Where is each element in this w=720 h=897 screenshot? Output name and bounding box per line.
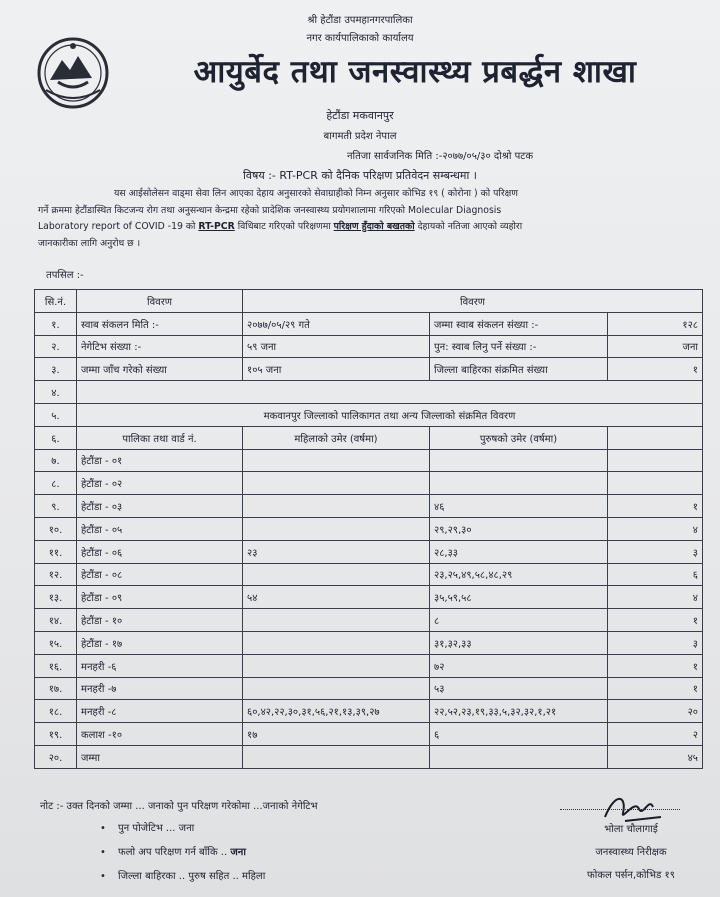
cell-label: स्वाब संकलन मिति :-: [77, 312, 243, 335]
cell-ward: हेटौंडा - ०२: [77, 472, 243, 495]
cell-total: ४५: [608, 745, 703, 768]
cell-value: २०७७/०५/२९ गते: [243, 312, 430, 335]
body-emphasis: RT-PCR: [198, 221, 235, 232]
cell-male-ages: ७२: [430, 654, 608, 677]
cell-male-ages: २२,५२,२३,१९,३३,५,३२,३२,१,२१: [430, 700, 608, 723]
cell-ward: मनहरी -७: [77, 677, 243, 700]
table-row: [35, 358, 703, 381]
cell-female-ages: [243, 677, 430, 700]
cell-sn: १६.: [35, 654, 77, 677]
cell-label: जम्मा जाँच गरेको संख्या: [77, 358, 243, 381]
ward-rows: [35, 449, 703, 768]
cell-ward: हेटौंडा - ०५: [77, 517, 243, 540]
cell-sn: २०.: [35, 745, 77, 768]
cell-total: १: [608, 654, 703, 677]
bullet-icon: •: [100, 847, 106, 858]
cell-ward: मनहरी -६: [77, 654, 243, 677]
cell-total: [608, 449, 703, 472]
cell-sn: ४.: [35, 381, 77, 404]
table-row: [35, 609, 703, 632]
table-row: [35, 700, 703, 723]
bullet-item: [100, 866, 265, 890]
cell-female-ages: ५४: [243, 586, 430, 609]
table-row: [35, 745, 703, 768]
cell-male-ages: [430, 449, 608, 472]
bullet-icon: •: [100, 823, 106, 834]
cell-sn: ६.: [35, 426, 77, 449]
cell-empty: [77, 381, 703, 404]
cell-sn: ३.: [35, 358, 77, 381]
table-row: [35, 472, 703, 495]
signature-line: [560, 809, 680, 810]
cell-value: १०५ जना: [243, 358, 430, 381]
cell-label: पुन: स्वाब लिनु पर्ने संख्या :-: [430, 335, 608, 358]
cell-sn: १९.: [35, 723, 77, 746]
cell-value: जना: [608, 335, 703, 358]
cell-ward: हेटौंडा - ०६: [77, 540, 243, 563]
cell-female-ages: [243, 654, 430, 677]
annex-label: तपसिल :-: [46, 270, 84, 281]
cell-ward: हेटौंडा - ०८: [77, 563, 243, 586]
body-text: देहायको नतिजा आएको व्यहोरा: [414, 221, 523, 232]
cell-ward: हेटौंडा - ०१: [77, 449, 243, 472]
cell-male-ages: ३५,५९,५८: [430, 586, 608, 609]
note-bullets: [100, 818, 265, 890]
bullet-icon: •: [100, 871, 106, 882]
cell-total: [608, 472, 703, 495]
cell-sn: १२.: [35, 563, 77, 586]
cell-ward: हेटौंडा - १७: [77, 631, 243, 654]
bullet-text: जिल्ला बाहिरका .. पुरुष सहित .. महिला: [118, 871, 266, 882]
cell-sn: १७.: [35, 677, 77, 700]
header-total: [608, 426, 703, 449]
cell-sn: १३.: [35, 586, 77, 609]
cell-ward: कलाश -१०: [77, 723, 243, 746]
cell-male-ages: २८,३३: [430, 540, 608, 563]
province-line: बागमती प्रदेश नेपाल: [323, 131, 397, 142]
office-line-1: श्री हेटौंडा उपमहानगरपालिका: [307, 15, 413, 26]
cell-label: जम्मा स्वाब संकलन संख्या :-: [430, 312, 608, 335]
body-text: Laboratory report of COVID -19 को: [38, 221, 199, 232]
cell-sn: १४.: [35, 609, 77, 632]
body-text: विधिबाट गरिएको परिक्षणमा: [234, 221, 334, 232]
bullet-text: फलो अप परिक्षण गर्न बाँकि ..: [118, 847, 228, 858]
body-line-3: [38, 219, 710, 236]
bullet-text: पुन पोजेटिभ ... जना: [118, 823, 195, 834]
table-row: [35, 563, 703, 586]
table-row: [35, 335, 703, 358]
table-row: [35, 631, 703, 654]
signer-title: जनस्वास्थ्य निरीक्षक: [595, 847, 667, 858]
body-emphasis: परिक्षण हुँदाको बखतको: [333, 221, 415, 232]
cell-female-ages: ६०,४२,२२,३०,३१,५६,२१,१३,३९,२७: [243, 700, 430, 723]
cell-sn: ५.: [35, 403, 77, 426]
cell-total: २०: [608, 700, 703, 723]
note-line: नोट :- उक्त दिनको जम्मा ... जनाको पुन परिक्षण गरेकोमा ...जनाको नेगेटिभ: [40, 801, 318, 812]
cell-value: १: [608, 358, 703, 381]
government-emblem-icon: [36, 36, 110, 110]
cell-sn: ७.: [35, 449, 77, 472]
cell-total: ३: [608, 631, 703, 654]
body-line-1: यस आईसोलेसन वाड्मा सेवा लिन आएका देहाय अनुसारको सेवाग्राहीको निम्न अनुसार कोभिड १९ ( कोरोना ) को परिक्षण: [114, 188, 519, 199]
body-line-2: गर्ने क्रममा हेटौंडास्थित किटजन्य रोग तथा अनुसन्धान केन्द्रमा रहेको प्रादेशिक जनस्वास्थ्य प्रयोगशालामा गरिएको Molecular Diagnosis: [38, 204, 502, 216]
cell-female-ages: [243, 517, 430, 540]
cell-male-ages: ६: [430, 723, 608, 746]
cell-male-ages: [430, 745, 608, 768]
page-title: आयुर्बेद तथा जनस्वास्थ्य प्रबर्द्धन शाखा: [193, 54, 637, 90]
subject-line: विषय :- RT-PCR को दैनिक परिक्षण प्रतिवेदन सम्बन्धमा ।: [243, 169, 477, 182]
cell-ward: हेटौंडा - ०९: [77, 586, 243, 609]
cell-ward: जम्मा: [77, 745, 243, 768]
results-table: [34, 289, 703, 769]
cell-female-ages: [243, 449, 430, 472]
cell-sn: ११.: [35, 540, 77, 563]
header-female-age: महिलाको उमेर (वर्षमा): [243, 426, 430, 449]
section-title-row: [35, 403, 703, 426]
cell-female-ages: [243, 631, 430, 654]
cell-ward: हेटौंडा - ०३: [77, 495, 243, 518]
cell-male-ages: [430, 472, 608, 495]
cell-sn: १८.: [35, 700, 77, 723]
cell-sn: १.: [35, 312, 77, 335]
cell-sn: १०.: [35, 517, 77, 540]
cell-female-ages: [243, 609, 430, 632]
office-line-2: नगर कार्यपालिकाको कार्यालय: [306, 33, 414, 44]
table-row: [35, 723, 703, 746]
table-row: [35, 654, 703, 677]
bullet-text-bold: जना: [230, 847, 246, 858]
table-row: [35, 312, 703, 335]
cell-female-ages: २३: [243, 540, 430, 563]
cell-total: ३: [608, 540, 703, 563]
cell-female-ages: [243, 745, 430, 768]
cell-sn: ८.: [35, 472, 77, 495]
cell-male-ages: ३१,३२,३३: [430, 631, 608, 654]
body-paragraph: [38, 186, 710, 252]
bullet-item: [100, 842, 265, 866]
table-row: [35, 381, 703, 404]
signer-name: भोला चौलागाई: [604, 824, 658, 835]
header-male-age: पुरुषको उमेर (वर्षमा): [430, 426, 608, 449]
cell-value: ५९ जना: [243, 335, 430, 358]
table-row: [35, 517, 703, 540]
signer-role: फोकल पर्सन,कोभिड १९: [587, 870, 675, 881]
sub-header-row: [35, 426, 703, 449]
cell-female-ages: [243, 495, 430, 518]
cell-female-ages: १७: [243, 723, 430, 746]
table-row: [35, 495, 703, 518]
publish-date: नतिजा सार्वजनिक मिति :-२०७७/०५/३० दोश्रो पटक: [346, 151, 534, 162]
cell-total: १: [608, 677, 703, 700]
cell-total: ६: [608, 563, 703, 586]
header-description: विवरण: [77, 290, 243, 313]
bullet-item: [100, 818, 265, 842]
location-line: हेटौंडा मकवानपुर: [326, 109, 394, 122]
cell-total: १: [608, 495, 703, 518]
table-row: [35, 677, 703, 700]
body-line-4: जानकारीका लागि अनुरोध छ ।: [38, 237, 141, 249]
cell-male-ages: ८: [430, 609, 608, 632]
table-header-row: [35, 290, 703, 313]
cell-total: ४: [608, 586, 703, 609]
cell-ward: हेटौंडा - १०: [77, 609, 243, 632]
cell-value: १२८: [608, 312, 703, 335]
cell-female-ages: [243, 563, 430, 586]
cell-sn: १५.: [35, 631, 77, 654]
table-row: [35, 449, 703, 472]
cell-label: नेगेटिभ संख्या :-: [77, 335, 243, 358]
signer-block: [556, 818, 706, 887]
cell-total: १: [608, 609, 703, 632]
cell-male-ages: २३,२५,४९,५८,४८,२९: [430, 563, 608, 586]
cell-sn: ९.: [35, 495, 77, 518]
cell-male-ages: २९,२९,३०: [430, 517, 608, 540]
cell-ward: मनहरी -८: [77, 700, 243, 723]
cell-female-ages: [243, 472, 430, 495]
cell-male-ages: ५३: [430, 677, 608, 700]
section-title: मकवानपुर जिल्लाको पालिकागत तथा अन्य जिल्लाको संक्रमित विवरण: [77, 403, 703, 426]
header-ward: पालिका तथा वार्ड नं.: [77, 426, 243, 449]
cell-label: जिल्ला बाहिरका संक्रमित संख्या: [430, 358, 608, 381]
table-row: [35, 540, 703, 563]
cell-total: ४: [608, 517, 703, 540]
header-sn: सि.नं.: [35, 290, 77, 313]
header-description-2: विवरण: [243, 290, 703, 313]
table-row: [35, 586, 703, 609]
cell-male-ages: ४६: [430, 495, 608, 518]
cell-total: २: [608, 723, 703, 746]
cell-sn: २.: [35, 335, 77, 358]
